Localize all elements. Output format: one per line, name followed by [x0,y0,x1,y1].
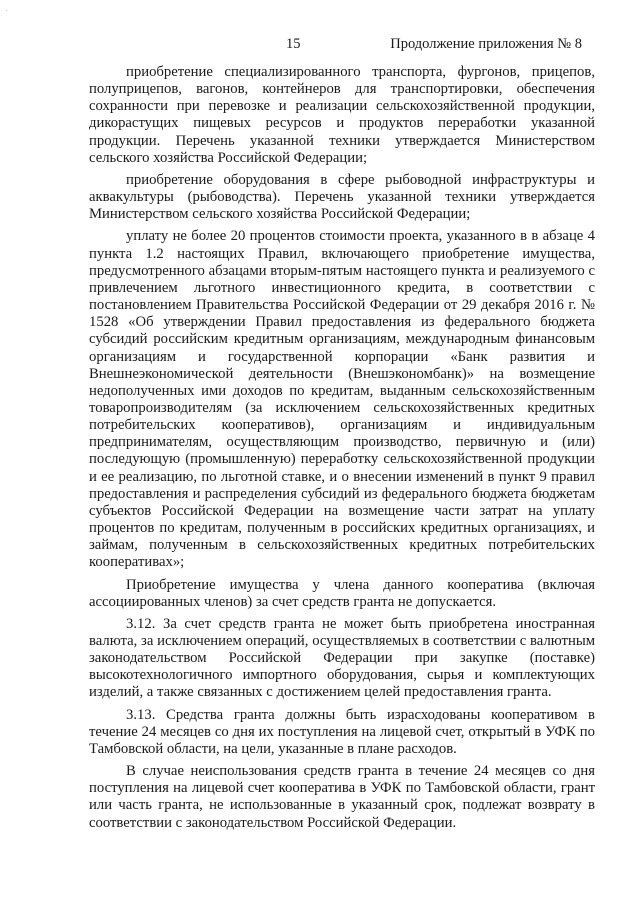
paragraph-3-12: 3.12. За счет средств гранта не может быть приобретена иностранная валюта, за исключением операций, осуществляемых в соответствии с валютным законодательством Российской Федерации при закупке (поставке) высокотехнологичного импортного оборудования, сырья и комплектующих изделий, а также связанных с достижением целей предоставления гранта. [89,615,595,701]
page-number: 15 [286,36,301,52]
document-body [89,64,595,837]
paragraph-transport: приобретение специализированного транспорта, фургонов, прицепов, полуприцепов, вагонов, контейнеров для транспортировки, обеспечения сохранности при перевозке и реализации сельскохозяйственной продукции, дикорастущих пищевых ресурсов и продуктов переработки указанной продукции. Перечень указанной техники утверждается Министерством сельского хозяйства Российской Федерации; [89,64,595,166]
appendix-caption: Продолжение приложения № 8 [390,36,582,52]
scan-mark: · [5,6,9,17]
paragraph-fish-equipment: приобретение оборудования в сфере рыбоводной инфраструктуры и аквакультуры (рыбоводства). Перечень указанной техники утверждается Министерством сельского хозяйства Российской Федерации; [89,171,595,223]
paragraph-3-13: 3.13. Средства гранта должны быть израсходованы кооперативом в течение 24 месяцев со дня их поступления на лицевой счет, открытый в УФК по Тамбовской области, на цели, указанные в плане расходов. [89,706,595,757]
page-header [0,36,640,56]
paragraph-grant-return: В случае неиспользования средств гранта в течение 24 месяцев со дня поступления на лицевой счет кооператива в УФК по Тамбовской области, грант или часть гранта, не использованные в указанный срок, подлежат возврату в соответствии с законодательством Российской Федерации. [89,763,595,831]
paragraph-member-property: Приобретение имущества у члена данного кооператива (включая ассоциированных членов) за счет средств гранта не допускается. [89,576,595,610]
paragraph-project-payment: уплату не более 20 процентов стоимости проекта, указанного в в абзаце 4 пункта 1.2 настоящих Правил, включающего приобретение имущества, предусмотренного абзацами вторым-пятым настоящего пункта и реализуемого с привлечением льготного инвестиционного кредита, в соответствии с постановлением Правительства Российской Федерации от 29 декабря 2016 г. № 1528 «Об утверждении Правил предоставления из федерального бюджета субсидий российским кредитным организациям, международным финансовым организациям и государственной корпорации «Банк развития и Внешнеэкономической деятельности (Внешэкономбанк)» на возмещение недополученных ими доходов по кредитам, выданным сельскохозяйственным товаропроизводителям (за исключением сельскохозяйственных кредитных потребительских кооперативов), организациям и индивидуальным предпринимателям, осуществляющим производство, первичную и (или) последующую (промышленную) переработку сельскохозяйственной продукции и ее реализацию, по льготной ставке, и о внесении изменений в пункт 9 правил предоставления и распределения субсидий из федерального бюджета бюджетам субъектов Российской Федерации на возмещение части затрат на уплату процентов по кредитам, полученным в российских кредитных организациях, и займам, полученным в сельскохозяйственных кредитных потребительских кооперативах»; [89,228,595,571]
